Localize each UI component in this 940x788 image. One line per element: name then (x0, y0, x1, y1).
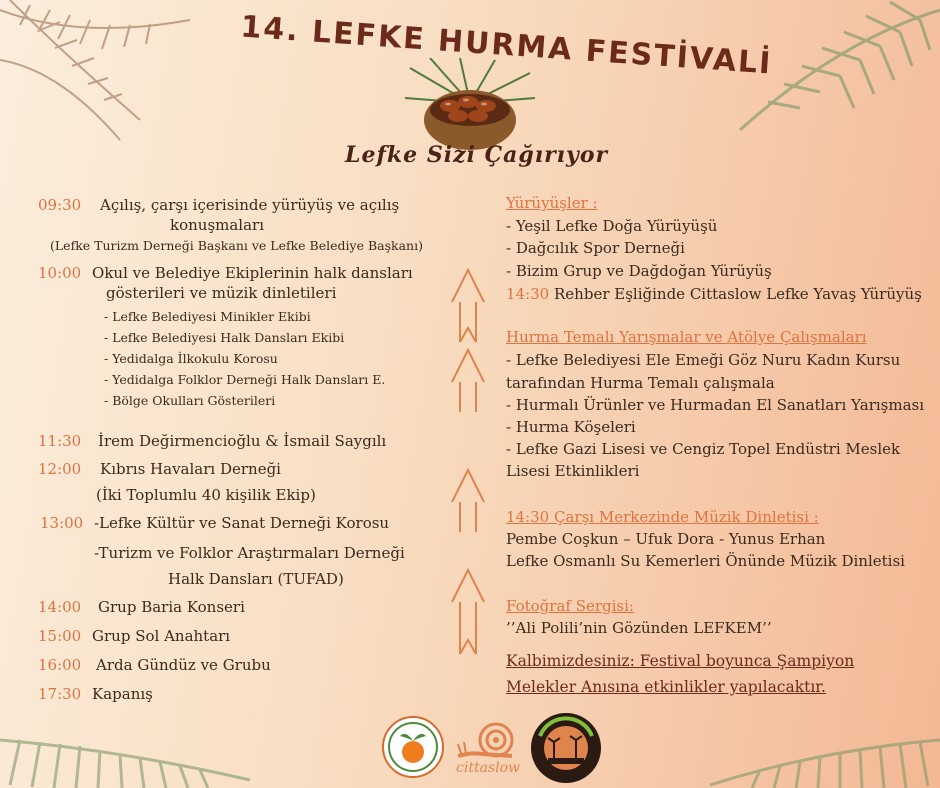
schedule-1500 (38, 627, 230, 645)
event-1300-line2: -Turizm ve Folklor Araştırmaları Derneği (94, 544, 405, 562)
memorial-note-line2: Melekler Anısına etkinlikler yapılacaktır. (506, 678, 826, 696)
list-item: - Bölge Okulları Gösterileri (104, 393, 276, 408)
event-1200-line2: (İki Toplumlu 40 kişilik Ekip) (96, 486, 316, 504)
schedule-1400 (38, 598, 245, 616)
event-1200: Kıbrıs Havaları Derneği (100, 460, 281, 478)
event-1000-line1: Okul ve Belediye Ekiplerinin halk dansları (92, 264, 413, 282)
list-item: - Yedidalga Folklor Derneği Halk Dansları E. (104, 372, 386, 387)
time-0930: 09:30 (38, 196, 82, 214)
time-1500: 15:00 (38, 627, 82, 645)
list-item: tarafından Hurma Temalı çalışmala (506, 374, 775, 392)
walks-time: 14:30 (506, 285, 550, 303)
festival-subtitle: Lefke Sizi Çağırıyor (345, 142, 609, 168)
walks-last (506, 285, 922, 303)
schedule-1600 (38, 656, 271, 674)
time-1000: 10:00 (38, 264, 82, 282)
contests-heading: Hurma Temalı Yarışmalar ve Atölye Çalışmaları (506, 328, 867, 346)
list-item: - Lefke Belediyesi Ele Emeği Göz Nuru Kadın Kursu (506, 351, 901, 369)
event-1600: Arda Gündüz ve Grubu (96, 656, 271, 674)
list-item: - Yedidalga İlkokulu Korosu (104, 351, 278, 366)
event-1400: Grup Baria Konseri (98, 598, 245, 616)
schedule-1730 (38, 685, 153, 703)
palm-leaf-top-left-decoration (0, 0, 200, 150)
cittaslow-snail-logo (452, 712, 524, 764)
list-item: Lisesi Etkinlikleri (506, 462, 640, 480)
schedule-1130 (38, 432, 386, 450)
municipality-logo (382, 716, 444, 778)
time-1400: 14:00 (38, 598, 82, 616)
event-1130: İrem Değirmencioğlu & İsmail Saygılı (98, 432, 387, 450)
music-heading: 14:30 Çarşı Merkezinde Müzik Dinletisi : (506, 508, 819, 526)
list-item: - Hurma Köşeleri (506, 418, 636, 436)
event-1300-line3: Halk Dansları (TUFAD) (168, 570, 344, 588)
event-1730: Kapanış (92, 685, 153, 703)
list-item: - Dağcılık Spor Derneği (506, 239, 685, 257)
schedule-1300 (40, 514, 389, 532)
list-item: - Yeşil Lefke Doğa Yürüyüşü (506, 217, 718, 235)
event-0930-note: (Lefke Turizm Derneği Başkanı ve Lefke Belediye Başkanı) (50, 238, 423, 253)
time-1730: 17:30 (38, 685, 82, 703)
event-1300: -Lefke Kültür ve Sanat Derneği Korosu (94, 514, 390, 532)
festival-title: 14. LEFKE HURMA FESTİVALİ (239, 9, 774, 82)
schedule-0930 (38, 196, 399, 214)
event-0930-line2: konuşmaları (170, 216, 265, 234)
event-1000-line2: gösterileri ve müzik dinletileri (106, 284, 337, 302)
list-item: - Hurmalı Ürünler ve Hurmadan El Sanatları Yarışması (506, 396, 925, 414)
music-line1: Pembe Coşkun – Ufuk Dora - Yunus Erhan (506, 530, 826, 548)
photo-text: ’’Ali Polili’nin Gözünden LEFKEM’’ (506, 619, 772, 637)
time-1600: 16:00 (38, 656, 82, 674)
event-0930-line1: Açılış, çarşı içerisinde yürüyüş ve açılış (100, 196, 400, 214)
time-1130: 11:30 (38, 432, 82, 450)
schedule-1000 (38, 264, 413, 282)
walks-heading: Yürüyüşler : (506, 194, 598, 212)
arrow-divider-decoration (448, 262, 488, 662)
lefke-tourism-association-logo (530, 712, 602, 784)
schedule-1200 (38, 460, 281, 478)
palm-leaf-bottom-right-decoration (700, 700, 940, 788)
time-1200: 12:00 (38, 460, 82, 478)
memorial-note-line1: Kalbimizdesiniz: Festival boyunca Şampiyon (506, 652, 855, 670)
walks-last-text: Rehber Eşliğinde Cittaslow Lefke Yavaş Yürüyüş (554, 285, 922, 303)
cittaslow-label: cittaslow (456, 760, 520, 776)
list-item: - Lefke Belediyesi Halk Dansları Ekibi (104, 330, 345, 345)
palm-leaf-bottom-left-decoration (0, 700, 260, 788)
event-1500: Grup Sol Anahtarı (92, 627, 231, 645)
list-item: - Bizim Grup ve Dağdoğan Yürüyüş (506, 262, 772, 280)
list-item: - Lefke Gazi Lisesi ve Cengiz Topel Endüstri Meslek (506, 440, 901, 458)
photo-heading: Fotoğraf Sergisi: (506, 597, 634, 615)
music-line2: Lefke Osmanlı Su Kemerleri Önünde Müzik Dinletisi (506, 552, 905, 570)
list-item: - Lefke Belediyesi Minikler Ekibi (104, 309, 311, 324)
time-1300: 13:00 (40, 514, 84, 532)
